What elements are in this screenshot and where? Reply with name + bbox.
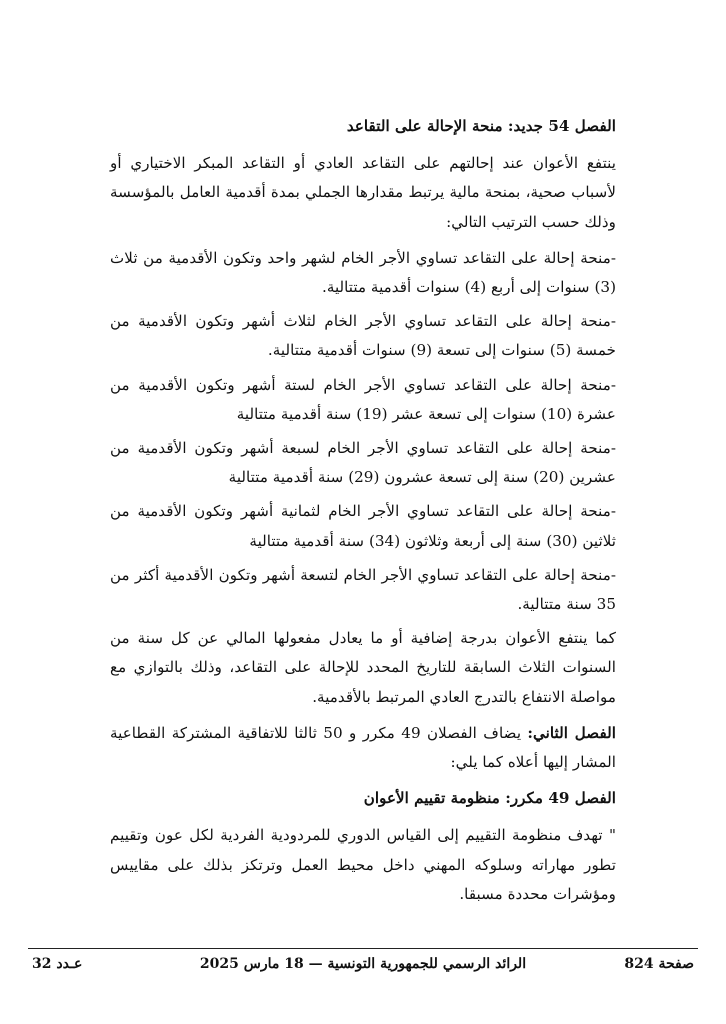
article-54-closing: كما ينتفع الأعوان بدرجة إضافية أو ما يعادل مفعولها المالي عن كل سنة من السنوات الثلاث السابقة للتاريخ المحدد للإحالة على التقاعد، وذلك بالتوازي مع مواصلة الانتفاع بالتدرج العادي المرتبط بالأقدمية. [110,629,616,706]
footer-divider [28,948,698,949]
article-49bis-title: الفصل 49 مكرر: منظومة تقييم الأعوان [363,789,616,808]
article-two-paragraph [110,719,616,777]
article-54-title: الفصل 54 جديد: منحة الإحالة على التقاعد [346,117,616,135]
document-body [110,112,616,916]
list-item: -منحة إحالة على التقاعد تساوي الأجر الخام لستة أشهر وتكون الأقدمية من عشرة (10) سنوات إلى تسعة عشر (19) سنة أقدمية متتالية [110,375,616,423]
list-item: -منحة إحالة على التقاعد تساوي الأجر الخام لتسعة أشهر وتكون الأقدمية أكثر من 35 سنة متتالية. [110,565,616,614]
footer-page-number: صفحة 824 [624,956,694,972]
article-49bis-text: " تهدف منظومة التقييم إلى القياس الدوري للمردودية الفردية لكل عون وتقييم تطور مهاراته وسلوكه المهني داخل محيط العمل وترتكز بذلك على مقاييس ومؤشرات محددة مسبقا. [110,826,616,903]
list-item: -منحة إحالة على التقاعد تساوي الأجر الخام لثمانية أشهر وتكون الأقدمية من ثلاثين (30) سنة إلى أربعة وثلاثون (34) سنة أقدمية متتالية [110,502,616,550]
list-item: -منحة إحالة على التقاعد تساوي الأجر الخام لسبعة أشهر وتكون الأقدمية من عشرين (20) سنة إلى تسعة عشرون (29) سنة أقدمية متتالية [110,439,616,487]
article-two-text: يضاف الفصلان 49 مكرر و 50 ثالثا للاتفاقية المشتركة القطاعية المشار إليها أعلاه كما يلي: [110,723,616,772]
page-footer [28,956,698,978]
article-54-intro: ينتفع الأعوان عند إحالتهم على التقاعد العادي أو التقاعد المبكر الاختياري أو لأسباب صحية، بمنحة مالية يرتبط مقدارها الجملي بمدة أقدمية العامل بالمؤسسة وذلك حسب الترتيب التالي: [110,154,616,231]
list-item: -منحة إحالة على التقاعد تساوي الأجر الخام لشهر واحد وتكون الأقدمية من ثلاث (3) سنوات إلى أربع (4) سنوات أقدمية متتالية. [110,248,616,297]
footer-issue-number: عـدد 32 [32,956,83,972]
footer-journal-title: الرائد الرسمي للجمهورية التونسية — 18 مارس 2025 [199,956,527,972]
list-item: -منحة إحالة على التقاعد تساوي الأجر الخام لثلاث أشهر وتكون الأقدمية من خمسة (5) سنوات إلى تسعة (9) سنوات أقدمية متتالية. [110,312,616,360]
article-two-label: الفصل الثاني: [527,723,616,742]
